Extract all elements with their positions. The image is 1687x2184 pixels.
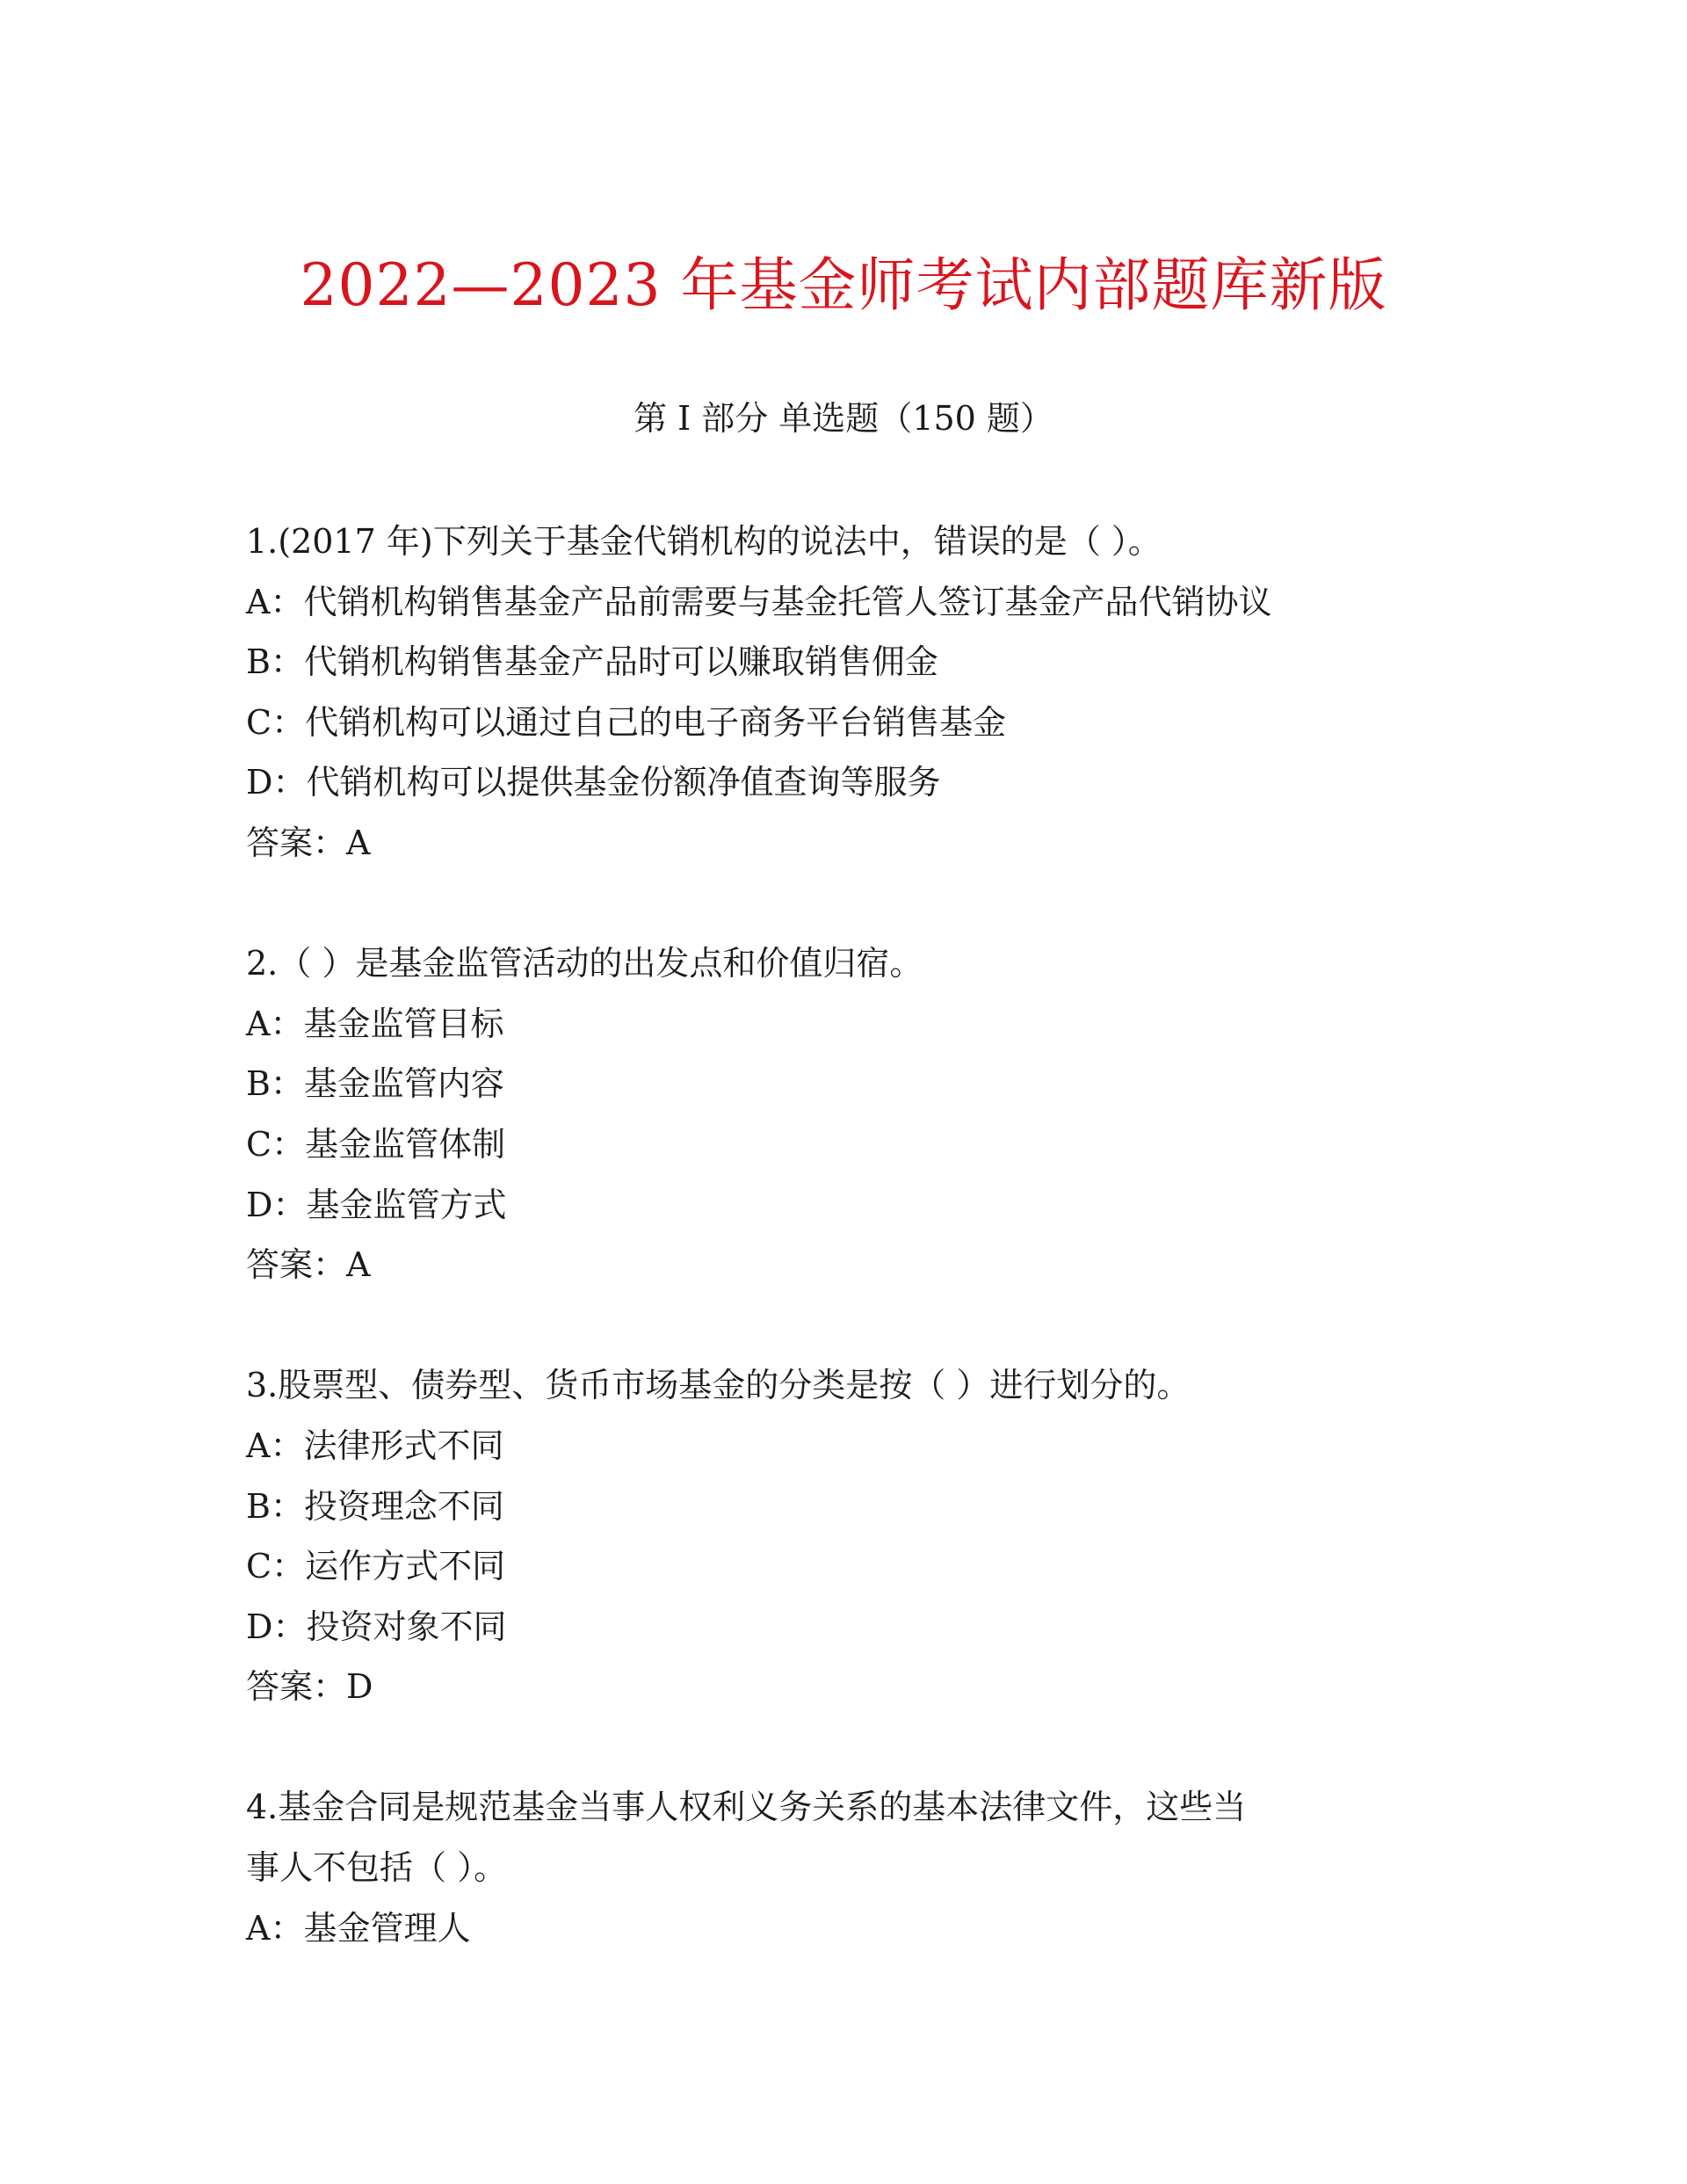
option-a: A：基金管理人 [246,1908,471,1948]
question-1 [246,512,1476,874]
question-2 [246,933,1476,1295]
section-heading: 第 I 部分 单选题（150 题） [634,399,1053,438]
option-b: B：投资理念不同 [246,1486,504,1526]
answer: 答案：A [246,823,371,862]
option-c: C：基金监管体制 [246,1124,506,1164]
question-stem: 3.股票型、债券型、货币市场基金的分类是按（ ）进行划分的。 [246,1366,1191,1405]
answer: 答案：A [246,1245,371,1285]
option-b: B：代销机构销售基金产品时可以赚取销售佣金 [246,642,938,682]
option-b: B：基金监管内容 [246,1064,504,1104]
question-4 [246,1777,1476,1958]
option-c: C：运作方式不同 [246,1547,506,1586]
option-a: A：代销机构销售基金产品前需要与基金托管人签订基金产品代销协议 [246,582,1272,621]
question-stem: 1.(2017 年)下列关于基金代销机构的说法中，错误的是（ ）。 [246,522,1162,561]
option-a: A：基金监管目标 [246,1004,504,1043]
question-stem: 2.（ ）是基金监管活动的出发点和价值归宿。 [246,944,923,983]
question-list [246,512,1476,1958]
page-title: 2022—2023 年基金师考试内部题库新版 [300,251,1387,319]
answer: 答案：D [246,1667,373,1707]
option-d: D：代销机构可以提供基金份额净值查询等服务 [246,763,941,802]
option-a: A：法律形式不同 [246,1426,504,1465]
option-d: D：基金监管方式 [246,1185,507,1224]
question-3 [246,1355,1476,1717]
question-stem-line-1: 4.基金合同是规范基金当事人权利义务关系的基本法律文件，这些当 [246,1788,1247,1827]
question-stem-line-2: 事人不包括（ ）。 [246,1848,508,1888]
option-c: C：代销机构可以通过自己的电子商务平台销售基金 [246,702,1007,742]
option-d: D：投资对象不同 [246,1607,507,1646]
